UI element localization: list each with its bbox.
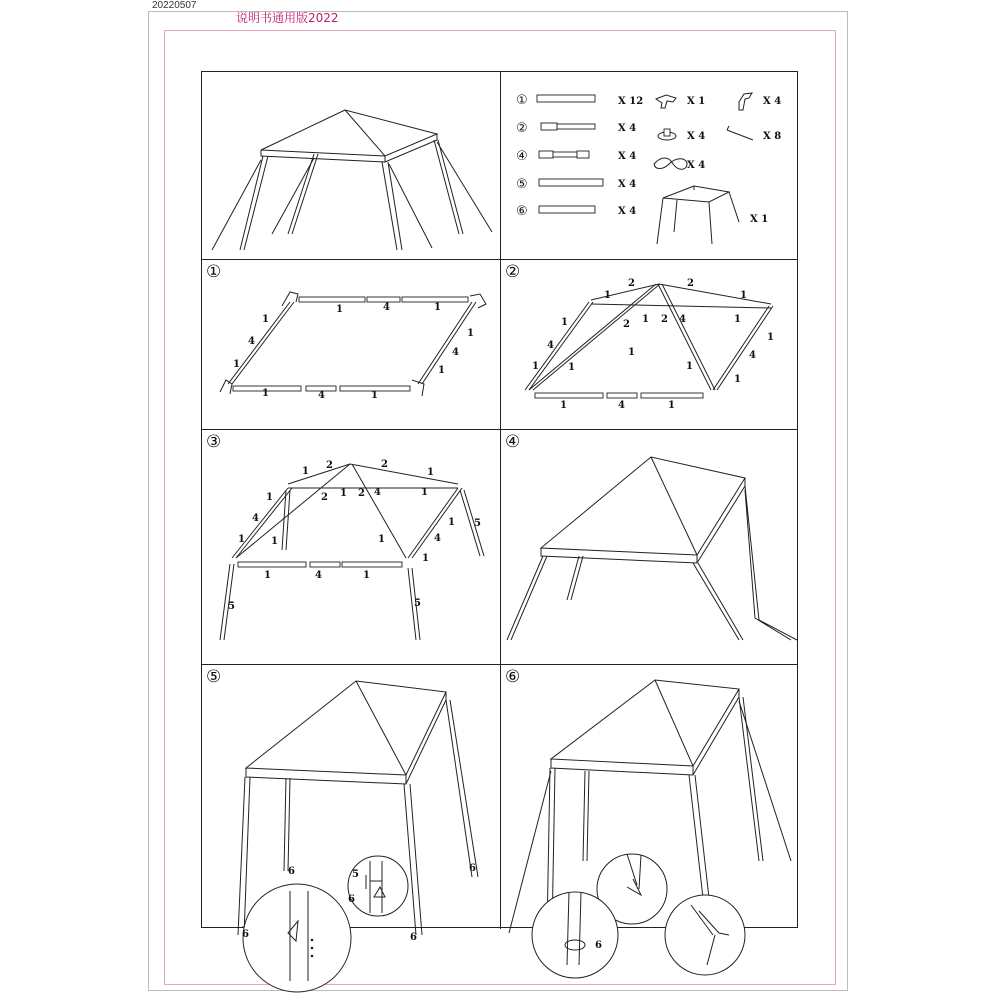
- pole-label: 2: [661, 314, 668, 325]
- pole-label: 4: [315, 570, 322, 581]
- pole-label: 6: [348, 894, 355, 905]
- pole-label: 6: [242, 929, 249, 940]
- part-number: ②: [516, 121, 528, 136]
- pole-label: 6: [410, 932, 417, 943]
- pole-label: 1: [561, 317, 568, 328]
- parts-list-panel: [501, 72, 799, 259]
- pole-label: 4: [434, 533, 441, 544]
- pole-label: 2: [358, 488, 365, 499]
- part-quantities: [501, 72, 799, 259]
- canopy-quantity: X 1: [750, 214, 769, 225]
- pole-label: 1: [560, 400, 567, 411]
- pole-label: 4: [252, 513, 259, 524]
- overview-panel: [202, 72, 500, 259]
- document-code: 20220507: [152, 0, 197, 11]
- step-1-number: ①: [206, 262, 222, 282]
- pole-label: 1: [271, 536, 278, 547]
- step-6-panel: [501, 665, 799, 951]
- pole-label: 1: [740, 290, 747, 301]
- pole-label: 2: [628, 278, 635, 289]
- corner-connector-quantity: X 4: [763, 96, 782, 107]
- part-number: ①: [516, 93, 528, 108]
- center-connector-quantity: X 1: [687, 96, 706, 107]
- pole-label: 1: [767, 332, 774, 343]
- pole-label: 1: [238, 534, 245, 545]
- part-quantity: X 4: [618, 206, 637, 217]
- pole-label: 5: [414, 598, 421, 609]
- pole-label: 1: [734, 374, 741, 385]
- step-4-panel: [501, 430, 799, 664]
- pole-label: 1: [568, 362, 575, 373]
- step-3-frame-drawing: [202, 430, 500, 664]
- pole-label: 1: [262, 388, 269, 399]
- pole-label: 1: [421, 487, 428, 498]
- step-5-tent-drawing: [202, 665, 500, 943]
- pole-label: 2: [623, 319, 630, 330]
- pole-label: 1: [448, 517, 455, 528]
- step-5-panel: [202, 665, 500, 943]
- step-2-panel: [501, 260, 799, 429]
- pole-label: 1: [642, 314, 649, 325]
- step-6-number: ⑥: [505, 667, 521, 687]
- pole-label: 1: [438, 365, 445, 376]
- step-5-number: ⑤: [206, 667, 222, 687]
- pole-label: 1: [336, 304, 343, 315]
- pole-label: 1: [467, 328, 474, 339]
- pole-label: 4: [318, 390, 325, 401]
- pole-label: 1: [604, 290, 611, 301]
- pole-label: 1: [686, 361, 693, 372]
- step-6-tent-drawing: [501, 665, 799, 951]
- pole-label: 2: [321, 492, 328, 503]
- pole-label: 2: [326, 460, 333, 471]
- pole-label: 1: [532, 361, 539, 372]
- pole-label: 4: [374, 487, 381, 498]
- pole-label: 4: [248, 336, 255, 347]
- step-3-panel: [202, 430, 500, 664]
- pole-label: 2: [381, 459, 388, 470]
- pole-label: 1: [266, 492, 273, 503]
- pole-label: 1: [262, 314, 269, 325]
- part-quantity: X 4: [618, 123, 637, 134]
- step-3-number: ③: [206, 432, 222, 452]
- pole-label: 1: [378, 534, 385, 545]
- stake-quantity: X 8: [763, 131, 782, 142]
- pole-label: 1: [363, 570, 370, 581]
- pole-label: 5: [352, 869, 359, 880]
- step-4-tent-drawing: [501, 430, 799, 664]
- pole-label: 6: [288, 866, 295, 877]
- pole-label: 4: [749, 350, 756, 361]
- pole-label: 1: [628, 347, 635, 358]
- step-1-frame-drawing: [202, 260, 500, 429]
- pole-label: 4: [547, 340, 554, 351]
- part-quantity: X 12: [618, 96, 644, 107]
- part-number: ⑥: [516, 204, 528, 219]
- pole-label: 1: [264, 570, 271, 581]
- pole-label: 1: [422, 553, 429, 564]
- pole-label: 4: [679, 314, 686, 325]
- pole-label: 1: [233, 359, 240, 370]
- step-1-panel: [202, 260, 500, 429]
- part-quantity: X 4: [618, 151, 637, 162]
- foot-plate-quantity: X 4: [687, 131, 706, 142]
- pole-label: 1: [371, 390, 378, 401]
- pole-label: 1: [668, 400, 675, 411]
- pole-label: 1: [734, 314, 741, 325]
- pole-label: 4: [618, 400, 625, 411]
- pole-label: 4: [452, 347, 459, 358]
- part-number: ⑤: [516, 177, 528, 192]
- step-4-number: ④: [505, 432, 521, 452]
- pole-label: 1: [427, 467, 434, 478]
- step-2-number: ②: [505, 262, 521, 282]
- pole-label: 6: [469, 863, 476, 874]
- step-2-frame-drawing: [501, 260, 799, 429]
- rope-quantity: X 4: [687, 160, 706, 171]
- pole-label: 4: [383, 302, 390, 313]
- instruction-grid: [201, 71, 798, 951]
- pole-label: 2: [687, 278, 694, 289]
- pole-label: 1: [302, 466, 309, 477]
- pole-label: 1: [340, 488, 347, 499]
- pole-label: 6: [595, 940, 602, 951]
- part-number: ④: [516, 149, 528, 164]
- pole-label: 5: [228, 601, 235, 612]
- part-quantity: X 4: [618, 179, 637, 190]
- pole-label: 5: [474, 518, 481, 529]
- assembled-tent-drawing: [202, 72, 500, 259]
- pole-label: 1: [434, 302, 441, 313]
- document-title: 说明书通用版2022: [236, 11, 339, 25]
